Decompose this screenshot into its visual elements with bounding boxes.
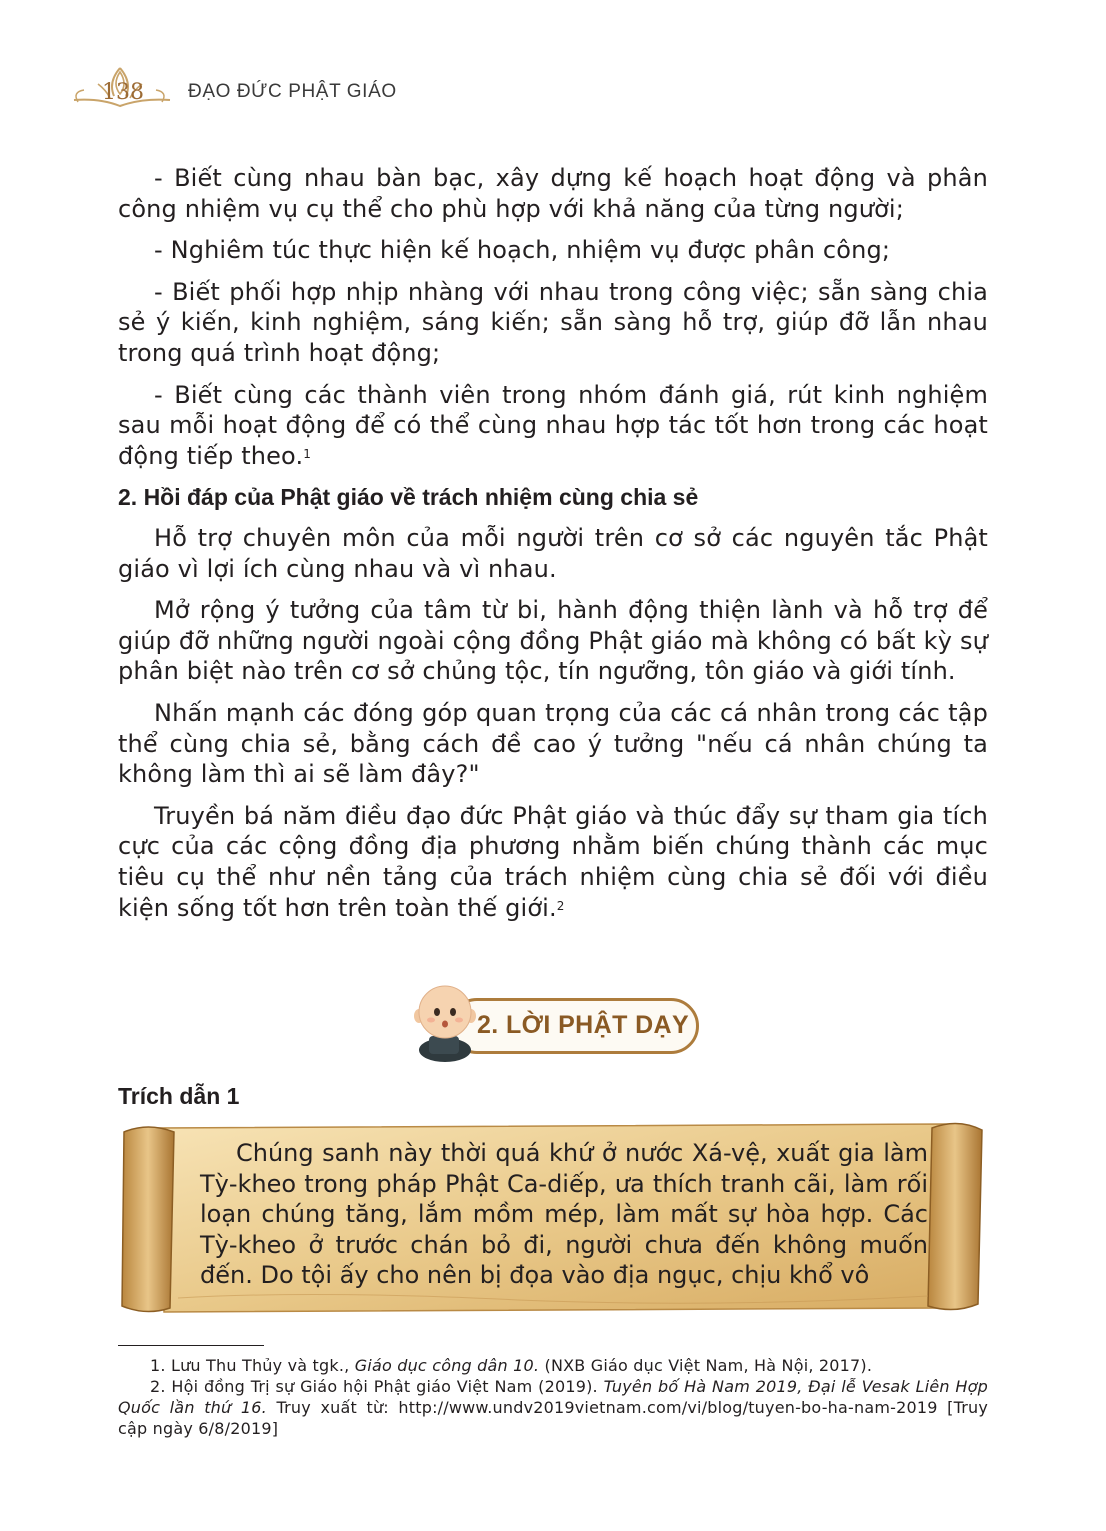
list-item — [118, 380, 988, 472]
list-item: - Biết phối hợp nhịp nhàng với nhau trong công việc; sẵn sàng chia sẻ ý kiến, kinh nghiệm, sáng kiến; sẵn sàng hỗ trợ, giúp đỡ lẫn nhau trong quá trình hoạt động; — [118, 277, 988, 367]
quote-heading: Trích dẫn 1 — [118, 1083, 240, 1109]
footnote-text: Truy xuất từ: http://www.undv2019vietnam.com/vi/blog/tuyen-bo-ha-nam-2019 [Truy cập ngày 6/8/2019] — [118, 1398, 989, 1438]
section-heading: 2. Hồi đáp của Phật giáo về trách nhiệm cùng chia sẻ — [118, 484, 699, 510]
paragraph: Mở rộng ý tưởng của tâm từ bi, hành động thiện lành và hỗ trợ để giúp đỡ những người ngoài cộng đồng Phật giáo mà không có bất kỳ sự phân biệt nào trên cơ sở chủng tộc, tín ngưỡng, tôn giáo và giới tính. — [118, 596, 988, 686]
intro-list — [118, 163, 988, 471]
footnote-ref: 2 — [556, 898, 565, 913]
footnotes — [118, 1355, 988, 1439]
paragraph-text: Truyền bá năm điều đạo đức Phật giáo và thúc đẩy sự tham gia tích cực của các cộng đồng địa phương nhằm biến chúng thành các mục tiêu cụ thể như nền tảng của trách nhiệm cùng chia sẻ đối với điều kiện sống tốt hơn trên toàn thế giới. — [118, 801, 988, 922]
page-number: 138 — [102, 80, 144, 105]
footnote-divider — [118, 1345, 264, 1346]
quote-scroll — [118, 1118, 988, 1318]
section-body — [118, 523, 988, 923]
book-title: ĐẠO ĐỨC PHẬT GIÁO — [188, 81, 397, 102]
quote-text: Chúng sanh này thời quá khứ ở nước Xá-vệ, xuất gia làm Tỳ-kheo trong pháp Phật Ca-diếp, ưa thích tranh cãi, làm rối loạn chúng tăng, lắm mồm mép, làm mất sự hòa hợp. Các Tỳ-kheo ở trước chán bỏ đi, người chưa đến không muốn đến. Do tội ấy cho nên bị đọa vào địa ngục, chịu khổ vô — [200, 1139, 928, 1290]
footnote-text: (NXB Giáo dục Việt Nam, Hà Nội, 2017). — [539, 1356, 873, 1375]
footnote-title: Giáo dục công dân 10. — [354, 1356, 540, 1375]
page-header — [70, 62, 490, 112]
section-banner — [407, 980, 707, 1064]
footnote-2 — [118, 1376, 988, 1439]
footnote-text: 2. Hội đồng Trị sự Giáo hội Phật giáo Việt Nam (2019). — [150, 1377, 604, 1396]
banner-label: 2. LỜI PHẬT DẠY — [477, 1011, 690, 1039]
footnote-title: Tuyên bố Hà Nam 2019, Đại lễ Vesak Liên Hợp Quốc lần thứ 16. — [118, 1377, 989, 1417]
footnote-text: 1. Lưu Thu Thủy và tgk., — [150, 1356, 355, 1375]
footnote-ref: 1 — [303, 446, 312, 461]
list-item-text: - Biết cùng các thành viên trong nhóm đánh giá, rút kinh nghiệm sau mỗi hoạt động để có thể cùng nhau hợp tác tốt hơn trong các hoạt động tiếp theo. — [118, 380, 988, 470]
paragraph — [118, 801, 988, 923]
list-item: - Nghiêm túc thực hiện kế hoạch, nhiệm vụ được phân công; — [154, 236, 891, 265]
list-item: - Biết cùng nhau bàn bạc, xây dựng kế hoạch hoạt động và phân công nhiệm vụ cụ thể cho phù hợp với khả năng của từng người; — [118, 164, 988, 223]
paragraph: Hỗ trợ chuyên môn của mỗi người trên cơ sở các nguyên tắc Phật giáo vì lợi ích cùng nhau và vì nhau. — [118, 524, 988, 583]
footnote-1 — [118, 1355, 988, 1376]
paragraph: Nhấn mạnh các đóng góp quan trọng của các cá nhân trong các tập thể cùng chia sẻ, bằng cách đề cao ý tưởng "nếu cá nhân chúng ta không làm thì ai sẽ làm đây?" — [118, 698, 988, 789]
